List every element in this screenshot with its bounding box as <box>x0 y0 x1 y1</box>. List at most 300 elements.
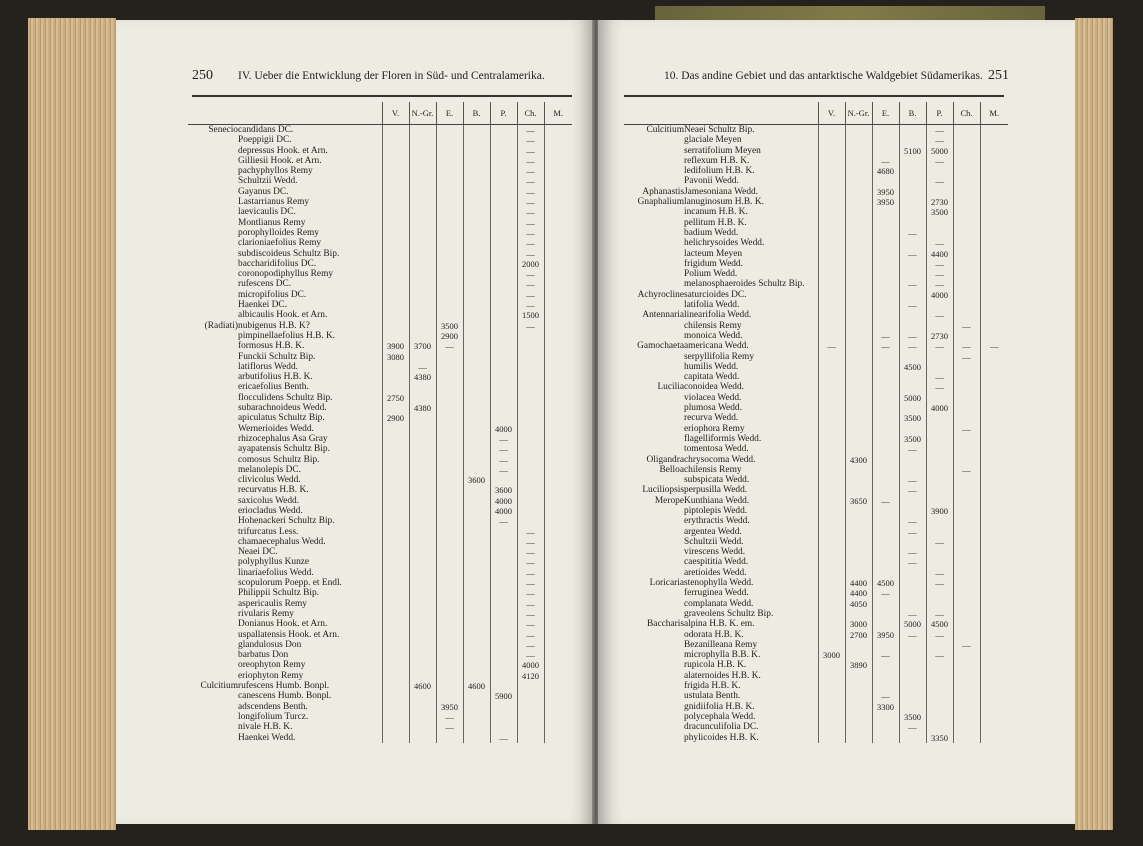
altitude-cell <box>490 218 517 228</box>
column-header: B. <box>463 102 490 125</box>
altitude-cell <box>463 578 490 588</box>
altitude-cell: 3950 <box>872 197 899 207</box>
altitude-cell <box>899 568 926 578</box>
altitude-cell <box>409 465 436 475</box>
altitude-cell <box>818 557 845 567</box>
epithet-cell: pimpinellaefolius H.B. K. <box>238 330 336 341</box>
altitude-cell <box>382 537 409 547</box>
altitude-cell: 4050 <box>845 599 872 609</box>
altitude-cell <box>490 269 517 279</box>
altitude-cell: — <box>490 444 517 454</box>
epithet-cell: candidans DC. <box>238 125 294 135</box>
epithet-cell: latiflorus Wedd. <box>238 361 298 372</box>
altitude-cell: — <box>872 650 899 660</box>
altitude-cell: 4380 <box>409 372 436 382</box>
altitude-cell <box>872 681 899 691</box>
altitude-cell <box>436 660 463 670</box>
altitude-cell <box>436 547 463 557</box>
altitude-cell <box>544 279 572 289</box>
table-row <box>188 300 572 310</box>
altitude-cell <box>517 516 544 526</box>
altitude-cell <box>409 310 436 320</box>
altitude-cell <box>845 310 872 320</box>
epithet-cell: rufescens DC. <box>238 279 292 290</box>
genus-cell <box>624 249 684 259</box>
altitude-cell <box>926 300 953 310</box>
table-row <box>188 434 572 444</box>
altitude-cell <box>818 403 845 413</box>
altitude-cell <box>953 331 980 341</box>
altitude-cell <box>980 300 1008 310</box>
altitude-cell: 2730 <box>926 197 953 207</box>
altitude-cell <box>490 238 517 248</box>
altitude-cell: — <box>926 578 953 588</box>
altitude-cell: — <box>899 279 926 289</box>
table-row <box>188 135 572 145</box>
altitude-cell <box>845 650 872 660</box>
table-row <box>188 310 572 320</box>
altitude-cell: 4000 <box>926 290 953 300</box>
altitude-cell <box>409 166 436 176</box>
altitude-cell <box>490 578 517 588</box>
altitude-cell <box>872 424 899 434</box>
altitude-cell <box>382 403 409 413</box>
table-row <box>624 496 1008 506</box>
altitude-cell <box>899 269 926 279</box>
altitude-cell <box>980 279 1008 289</box>
altitude-cell: — <box>517 238 544 248</box>
altitude-cell <box>872 176 899 186</box>
altitude-cell <box>899 259 926 269</box>
table-row <box>188 619 572 629</box>
altitude-cell <box>899 537 926 547</box>
epithet-cell: piptolepis Wedd. <box>684 505 748 516</box>
genus-cell <box>624 660 684 670</box>
altitude-cell: 3500 <box>926 207 953 217</box>
altitude-cell <box>544 238 572 248</box>
table-row <box>624 341 1008 351</box>
altitude-cell <box>544 455 572 465</box>
altitude-cell <box>953 712 980 722</box>
epithet-cell: Schultzii Wedd. <box>238 176 298 187</box>
epithet-cell: serpyllifolia Remy <box>684 351 755 362</box>
altitude-cell <box>463 362 490 372</box>
altitude-cell <box>872 434 899 444</box>
altitude-cell <box>953 691 980 701</box>
genus-cell <box>188 588 238 598</box>
altitude-cell <box>436 516 463 526</box>
altitude-cell <box>463 218 490 228</box>
altitude-cell <box>818 568 845 578</box>
altitude-cell <box>463 166 490 176</box>
altitude-cell <box>953 568 980 578</box>
altitude-cell <box>953 733 980 743</box>
epithet-cell: tomentosa Wedd. <box>684 444 749 455</box>
genus-cell <box>188 249 238 259</box>
altitude-cell <box>409 321 436 331</box>
altitude-cell <box>899 238 926 248</box>
altitude-cell <box>544 506 572 516</box>
epithet-cell: flocculidens Schultz Bip. <box>238 392 333 403</box>
altitude-cell: — <box>517 156 544 166</box>
table-row <box>188 640 572 650</box>
altitude-cell: 3300 <box>872 702 899 712</box>
epithet-cell: chilensis Remy <box>684 320 742 331</box>
table-row <box>188 413 572 423</box>
altitude-cell <box>845 259 872 269</box>
altitude-cell: 1500 <box>517 310 544 320</box>
altitude-cell <box>463 712 490 722</box>
altitude-cell <box>517 681 544 691</box>
altitude-cell <box>818 681 845 691</box>
right-page-number: 251 <box>988 68 1009 83</box>
altitude-cell <box>409 640 436 650</box>
genus-cell <box>188 382 238 392</box>
altitude-cell: — <box>899 485 926 495</box>
epithet-cell: Gayanus DC. <box>238 186 289 197</box>
altitude-cell <box>544 691 572 701</box>
left-page <box>116 20 594 824</box>
epithet-cell: conoidea Wedd. <box>684 382 744 393</box>
altitude-cell: — <box>953 640 980 650</box>
genus-cell <box>188 712 238 722</box>
altitude-cell <box>818 310 845 320</box>
altitude-cell <box>490 166 517 176</box>
altitude-cell: — <box>899 527 926 537</box>
altitude-cell <box>899 156 926 166</box>
column-header: V. <box>818 102 845 125</box>
altitude-cell <box>818 321 845 331</box>
altitude-cell: — <box>517 588 544 598</box>
altitude-cell <box>409 578 436 588</box>
altitude-cell <box>490 599 517 609</box>
altitude-cell <box>490 176 517 186</box>
epithet-cell: reflexum H.B. K. <box>684 155 750 166</box>
altitude-cell: — <box>517 197 544 207</box>
altitude-cell <box>980 455 1008 465</box>
altitude-cell: 4500 <box>926 619 953 629</box>
genus-cell <box>188 156 238 166</box>
altitude-cell <box>517 434 544 444</box>
altitude-cell <box>845 609 872 619</box>
altitude-cell: — <box>409 362 436 372</box>
epithet-cell: pellitum H.B. K. <box>684 217 747 228</box>
genus-cell: (Radiati) <box>204 320 238 331</box>
genus-cell <box>624 372 684 382</box>
epithet-cell: subdiscoideus Schultz Bip. <box>238 248 340 259</box>
altitude-cell <box>463 485 490 495</box>
altitude-cell <box>953 434 980 444</box>
altitude-cell <box>382 300 409 310</box>
altitude-cell <box>544 465 572 475</box>
altitude-cell: — <box>517 321 544 331</box>
altitude-cell <box>872 249 899 259</box>
altitude-cell <box>818 372 845 382</box>
altitude-cell <box>845 434 872 444</box>
altitude-cell <box>409 630 436 640</box>
altitude-cell <box>926 424 953 434</box>
altitude-cell: 3500 <box>899 712 926 722</box>
altitude-cell <box>872 619 899 629</box>
altitude-cell <box>845 300 872 310</box>
altitude-cell: — <box>926 650 953 660</box>
altitude-cell <box>818 578 845 588</box>
epithet-cell: Lastarrianus Remy <box>238 197 310 208</box>
altitude-cell <box>463 599 490 609</box>
table-row <box>624 249 1008 259</box>
genus-cell <box>188 238 238 248</box>
altitude-cell: — <box>899 444 926 454</box>
table-row <box>188 372 572 382</box>
altitude-cell: — <box>899 475 926 485</box>
altitude-cell <box>409 424 436 434</box>
altitude-cell <box>463 568 490 578</box>
altitude-cell <box>899 424 926 434</box>
altitude-cell <box>872 310 899 320</box>
altitude-cell <box>980 475 1008 485</box>
epithet-cell: melanosphaeroides Schultz Bip. <box>684 279 805 290</box>
altitude-cell <box>409 135 436 145</box>
altitude-cell <box>382 135 409 145</box>
altitude-cell <box>409 393 436 403</box>
epithet-cell: Haenkei DC. <box>238 300 287 311</box>
genus-cell <box>624 671 684 681</box>
altitude-cell <box>818 135 845 145</box>
altitude-cell <box>544 290 572 300</box>
altitude-cell <box>463 496 490 506</box>
altitude-cell <box>436 465 463 475</box>
altitude-cell <box>980 269 1008 279</box>
genus-cell <box>624 691 684 701</box>
altitude-cell <box>980 238 1008 248</box>
altitude-cell <box>845 146 872 156</box>
altitude-cell <box>872 465 899 475</box>
altitude-cell <box>899 671 926 681</box>
altitude-cell <box>436 228 463 238</box>
altitude-cell <box>544 382 572 392</box>
altitude-cell <box>818 444 845 454</box>
altitude-cell <box>845 712 872 722</box>
altitude-cell <box>382 187 409 197</box>
altitude-cell <box>845 341 872 351</box>
altitude-cell <box>490 135 517 145</box>
altitude-cell <box>463 331 490 341</box>
altitude-cell <box>436 537 463 547</box>
altitude-cell <box>953 444 980 454</box>
altitude-cell <box>409 609 436 619</box>
genus-cell <box>188 331 238 341</box>
altitude-cell <box>845 444 872 454</box>
altitude-cell <box>382 506 409 516</box>
altitude-cell <box>409 176 436 186</box>
table-row <box>188 321 572 331</box>
epithet-cell: Schultzii Wedd. <box>684 536 744 547</box>
altitude-cell <box>953 578 980 588</box>
altitude-cell <box>517 485 544 495</box>
altitude-cell <box>409 352 436 362</box>
epithet-cell: complanata Wedd. <box>684 598 754 609</box>
altitude-cell <box>980 187 1008 197</box>
altitude-cell <box>382 259 409 269</box>
epithet-cell: capitata Wedd. <box>684 372 740 383</box>
altitude-cell <box>544 568 572 578</box>
right-species-table <box>624 102 1008 743</box>
epithet-cell: latifolia Wedd. <box>684 300 740 311</box>
table-row <box>188 279 572 289</box>
altitude-cell <box>544 393 572 403</box>
altitude-cell <box>490 372 517 382</box>
altitude-cell <box>382 372 409 382</box>
genus-cell <box>624 712 684 722</box>
genus-cell <box>624 681 684 691</box>
altitude-cell <box>382 568 409 578</box>
altitude-cell <box>490 568 517 578</box>
altitude-cell <box>463 671 490 681</box>
altitude-cell <box>544 372 572 382</box>
altitude-cell <box>953 403 980 413</box>
genus-cell <box>624 300 684 310</box>
genus-cell <box>624 238 684 248</box>
altitude-cell <box>899 588 926 598</box>
altitude-cell <box>517 382 544 392</box>
altitude-cell <box>436 557 463 567</box>
altitude-cell <box>517 691 544 701</box>
genus-cell <box>624 516 684 526</box>
table-row <box>188 516 572 526</box>
genus-cell <box>188 578 238 588</box>
altitude-cell <box>872 290 899 300</box>
table-row <box>188 259 572 269</box>
altitude-cell <box>872 207 899 217</box>
altitude-cell <box>409 249 436 259</box>
altitude-cell <box>953 372 980 382</box>
altitude-cell: 3080 <box>382 352 409 362</box>
epithet-cell: Pavonii Wedd. <box>684 176 739 187</box>
altitude-cell <box>544 352 572 362</box>
altitude-cell <box>980 496 1008 506</box>
altitude-cell: — <box>517 125 544 136</box>
altitude-cell <box>490 640 517 650</box>
altitude-cell <box>436 176 463 186</box>
altitude-cell <box>953 496 980 506</box>
altitude-cell <box>382 290 409 300</box>
altitude-cell <box>382 619 409 629</box>
genus-cell <box>188 207 238 217</box>
altitude-cell <box>899 372 926 382</box>
altitude-cell <box>436 671 463 681</box>
altitude-cell <box>544 187 572 197</box>
epithet-cell: ledifolium H.B. K. <box>684 166 755 177</box>
altitude-cell <box>463 352 490 362</box>
altitude-cell <box>980 259 1008 269</box>
table-row <box>188 568 572 578</box>
genus-cell <box>188 135 238 145</box>
altitude-cell: 3650 <box>845 496 872 506</box>
altitude-cell <box>845 197 872 207</box>
altitude-cell <box>980 599 1008 609</box>
altitude-cell <box>544 228 572 238</box>
genus-cell <box>188 310 238 320</box>
table-row <box>188 341 572 351</box>
altitude-cell <box>544 722 572 732</box>
altitude-cell <box>382 321 409 331</box>
altitude-cell <box>872 527 899 537</box>
altitude-cell <box>818 279 845 289</box>
altitude-cell <box>382 527 409 537</box>
altitude-cell <box>409 455 436 465</box>
altitude-cell <box>845 135 872 145</box>
altitude-cell <box>490 207 517 217</box>
altitude-cell: — <box>436 712 463 722</box>
altitude-cell <box>899 702 926 712</box>
altitude-cell <box>463 146 490 156</box>
epithet-cell: rhizocephalus Asa Gray <box>238 433 328 444</box>
table-row <box>624 434 1008 444</box>
altitude-cell <box>409 691 436 701</box>
table-row <box>188 228 572 238</box>
table-row <box>188 455 572 465</box>
altitude-cell <box>490 702 517 712</box>
altitude-cell <box>436 290 463 300</box>
altitude-cell <box>818 733 845 743</box>
altitude-cell <box>980 619 1008 629</box>
altitude-cell <box>818 362 845 372</box>
epithet-cell: Donianus Hook. et Arn. <box>238 619 328 630</box>
epithet-cell: albicaulis Hook. et Arn. <box>238 310 328 321</box>
altitude-cell <box>953 557 980 567</box>
epithet-cell: Haenkei Wedd. <box>238 732 296 743</box>
altitude-cell <box>409 733 436 743</box>
altitude-cell <box>980 249 1008 259</box>
altitude-cell <box>980 197 1008 207</box>
epithet-cell: rivularis Remy <box>238 608 294 619</box>
altitude-cell <box>818 393 845 403</box>
altitude-cell <box>872 537 899 547</box>
epithet-cell: Montlianus Remy <box>238 217 306 228</box>
altitude-cell: — <box>926 135 953 145</box>
altitude-cell <box>544 321 572 331</box>
genus-cell <box>624 352 684 362</box>
altitude-cell: — <box>899 300 926 310</box>
epithet-cell: linearifolia Wedd. <box>684 310 752 321</box>
genus-cell <box>188 722 238 732</box>
altitude-cell <box>490 547 517 557</box>
altitude-cell <box>845 640 872 650</box>
altitude-cell <box>845 290 872 300</box>
altitude-cell <box>980 403 1008 413</box>
altitude-cell: — <box>517 290 544 300</box>
altitude-cell <box>463 372 490 382</box>
altitude-cell <box>845 228 872 238</box>
altitude-cell <box>926 475 953 485</box>
altitude-cell <box>926 321 953 331</box>
altitude-cell <box>544 331 572 341</box>
altitude-cell: — <box>926 382 953 392</box>
altitude-cell <box>845 681 872 691</box>
altitude-cell: 4000 <box>490 496 517 506</box>
altitude-cell <box>517 455 544 465</box>
altitude-cell <box>490 228 517 238</box>
genus-cell <box>624 527 684 537</box>
genus-cell <box>188 259 238 269</box>
altitude-cell <box>490 527 517 537</box>
altitude-cell <box>382 238 409 248</box>
epithet-cell: perpusilla Wedd. <box>684 485 748 496</box>
altitude-cell <box>544 485 572 495</box>
altitude-cell <box>490 660 517 670</box>
altitude-cell <box>490 249 517 259</box>
altitude-cell <box>845 372 872 382</box>
